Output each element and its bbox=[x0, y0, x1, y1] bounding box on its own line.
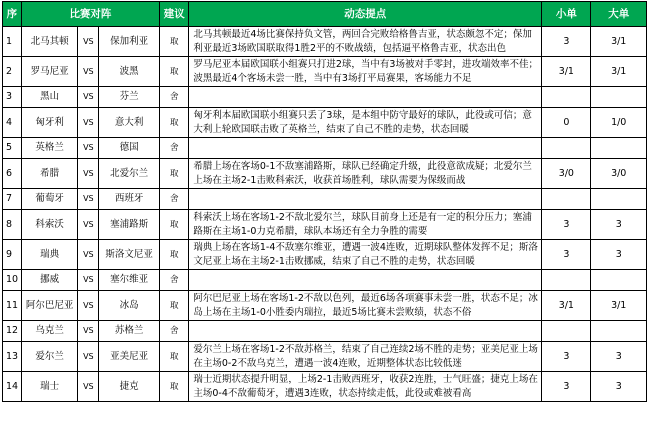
vs-label: VS bbox=[78, 240, 99, 270]
header-tip: 建议 bbox=[160, 2, 189, 27]
row-index: 14 bbox=[3, 372, 22, 402]
home-team: 爱尔兰 bbox=[21, 342, 78, 372]
home-team: 科索沃 bbox=[21, 210, 78, 240]
tip-value: 取 bbox=[169, 219, 179, 230]
tip-cell bbox=[160, 240, 189, 270]
vs-label: VS bbox=[78, 57, 99, 87]
analysis-cell bbox=[189, 240, 542, 270]
table-row bbox=[3, 240, 647, 270]
away-team: 芬兰 bbox=[99, 87, 160, 108]
vs-label: VS bbox=[78, 189, 99, 210]
small-odds: 0 bbox=[542, 108, 591, 138]
analysis-cell bbox=[189, 138, 542, 159]
tip-value: 取 bbox=[169, 351, 179, 362]
analysis-text: 爱尔兰上场在客场1-2不敌苏格兰，结束了自己连续2场不胜的走势；亚美尼亚上场在主场0-2不敌乌克兰，遭遇一波4连败，近期整体状态比较低迷 bbox=[193, 343, 538, 369]
row-index: 13 bbox=[3, 342, 22, 372]
header-match: 比赛对阵 bbox=[21, 2, 159, 27]
home-team: 挪威 bbox=[21, 270, 78, 291]
tip-cell bbox=[160, 27, 189, 57]
analysis-text: 阿尔巴尼亚上场在客场1-2不敌以色列，最近6场各项赛事未尝一胜，状态不足；冰岛上场在主场1-0小胜委内瑞拉，最近5场比赛未尝败绩，状态不俗 bbox=[193, 292, 538, 318]
analysis-cell bbox=[189, 27, 542, 57]
analysis-cell bbox=[189, 270, 542, 291]
analysis-text: 匈牙利本届欧国联小组赛只丢了3球，是本组中防守最好的球队，此役或可信；意大利上轮欧国联击败了英格兰，结束了自己不胜的走势，状态回暖 bbox=[193, 109, 532, 135]
tip-value: 舍 bbox=[169, 326, 179, 336]
header-row bbox=[3, 2, 647, 27]
table-row bbox=[3, 138, 647, 159]
tip-cell bbox=[160, 138, 189, 159]
tip-cell bbox=[160, 321, 189, 342]
match-table bbox=[2, 1, 647, 402]
analysis-text: 瑞典上场在客场1-4不敌塞尔维亚，遭遇一波4连败，近期球队整体发挥不足；斯洛文尼亚上场在主场2-1击败挪威，结束了自己不胜的走势，状态回暖 bbox=[193, 241, 538, 267]
away-team: 斯洛文尼亚 bbox=[99, 240, 160, 270]
big-odds: 1/0 bbox=[591, 108, 647, 138]
home-team: 黑山 bbox=[21, 87, 78, 108]
header-analysis: 动态提点 bbox=[189, 2, 542, 27]
tip-cell bbox=[160, 108, 189, 138]
vs-label: VS bbox=[78, 108, 99, 138]
home-team: 罗马尼亚 bbox=[21, 57, 78, 87]
home-team: 葡萄牙 bbox=[21, 189, 78, 210]
big-odds: 3 bbox=[591, 210, 647, 240]
tip-cell bbox=[160, 270, 189, 291]
header-index: 序 bbox=[3, 2, 22, 27]
tip-cell bbox=[160, 291, 189, 321]
table-row bbox=[3, 27, 647, 57]
away-team: 意大利 bbox=[99, 108, 160, 138]
tip-cell bbox=[160, 57, 189, 87]
table-row bbox=[3, 87, 647, 108]
away-team: 波黑 bbox=[99, 57, 160, 87]
table-row bbox=[3, 372, 647, 402]
home-team: 英格兰 bbox=[21, 138, 78, 159]
tip-value: 取 bbox=[169, 249, 179, 260]
away-team: 亚美尼亚 bbox=[99, 342, 160, 372]
big-odds bbox=[591, 270, 647, 291]
analysis-cell bbox=[189, 291, 542, 321]
table-row bbox=[3, 270, 647, 291]
row-index: 6 bbox=[3, 159, 22, 189]
small-odds bbox=[542, 270, 591, 291]
table-row bbox=[3, 108, 647, 138]
analysis-cell bbox=[189, 372, 542, 402]
tip-cell bbox=[160, 189, 189, 210]
analysis-text: 罗马尼亚本届欧国联小组赛只打进2球，当中有3场被对手零封，进攻端效率不佳；波黑最近4个客场未尝一胜，当中有3场打平局赛果，客场能力不足 bbox=[193, 58, 538, 84]
small-odds: 3 bbox=[542, 240, 591, 270]
home-team: 阿尔巴尼亚 bbox=[21, 291, 78, 321]
row-index: 5 bbox=[3, 138, 22, 159]
tip-cell bbox=[160, 87, 189, 108]
row-index: 4 bbox=[3, 108, 22, 138]
analysis-cell bbox=[189, 57, 542, 87]
header-small: 小单 bbox=[542, 2, 591, 27]
row-index: 7 bbox=[3, 189, 22, 210]
tip-cell bbox=[160, 210, 189, 240]
small-odds: 3/0 bbox=[542, 159, 591, 189]
small-odds bbox=[542, 189, 591, 210]
small-odds: 3/1 bbox=[542, 291, 591, 321]
big-odds bbox=[591, 138, 647, 159]
table-row bbox=[3, 57, 647, 87]
analysis-text: 希腊上场在客场0-1不敌塞浦路斯，球队已经确定升级，此役意欲成疑；北爱尔兰上场在主场2-1击败科索沃，收获首场胜利，球队需要为保级而战 bbox=[193, 160, 532, 186]
row-index: 12 bbox=[3, 321, 22, 342]
tip-value: 舍 bbox=[169, 275, 179, 285]
tip-cell bbox=[160, 342, 189, 372]
table-row bbox=[3, 189, 647, 210]
big-odds bbox=[591, 321, 647, 342]
vs-label: VS bbox=[78, 291, 99, 321]
home-team: 乌克兰 bbox=[21, 321, 78, 342]
analysis-text: 科索沃上场在客场1-2不敌北爱尔兰，球队目前身上还是有一定的积分压力；塞浦路斯在主场1-0力克希腊，球队本场还有全力争胜的需要 bbox=[193, 211, 532, 237]
big-odds: 3 bbox=[591, 372, 647, 402]
vs-label: VS bbox=[78, 27, 99, 57]
tip-cell bbox=[160, 159, 189, 189]
big-odds: 3/1 bbox=[591, 291, 647, 321]
tip-value: 取 bbox=[169, 300, 179, 311]
analysis-cell bbox=[189, 108, 542, 138]
home-team: 希腊 bbox=[21, 159, 78, 189]
small-odds bbox=[542, 138, 591, 159]
tip-value: 取 bbox=[169, 36, 179, 47]
vs-label: VS bbox=[78, 372, 99, 402]
table-row bbox=[3, 342, 647, 372]
small-odds: 3 bbox=[542, 27, 591, 57]
big-odds bbox=[591, 189, 647, 210]
analysis-cell bbox=[189, 342, 542, 372]
vs-label: VS bbox=[78, 138, 99, 159]
home-team: 北马其顿 bbox=[21, 27, 78, 57]
row-index: 1 bbox=[3, 27, 22, 57]
analysis-text: 北马其顿最近4场比赛保持负文管，两回合完败给格鲁吉亚，状态颇忽不定；保加利亚最近3场欧国联取得1胜2平的不败战绩，包括逼平格鲁吉亚，状态出色 bbox=[193, 28, 532, 54]
big-odds bbox=[591, 87, 647, 108]
header-big: 大单 bbox=[591, 2, 647, 27]
small-odds bbox=[542, 321, 591, 342]
tip-value: 取 bbox=[169, 117, 179, 128]
away-team: 德国 bbox=[99, 138, 160, 159]
away-team: 塞浦路斯 bbox=[99, 210, 160, 240]
away-team: 北爱尔兰 bbox=[99, 159, 160, 189]
away-team: 保加利亚 bbox=[99, 27, 160, 57]
away-team: 塞尔维亚 bbox=[99, 270, 160, 291]
big-odds: 3/1 bbox=[591, 57, 647, 87]
small-odds: 3 bbox=[542, 210, 591, 240]
big-odds: 3 bbox=[591, 342, 647, 372]
analysis-cell bbox=[189, 159, 542, 189]
small-odds bbox=[542, 87, 591, 108]
vs-label: VS bbox=[78, 87, 99, 108]
analysis-cell bbox=[189, 87, 542, 108]
table-row bbox=[3, 291, 647, 321]
home-team: 瑞典 bbox=[21, 240, 78, 270]
away-team: 捷克 bbox=[99, 372, 160, 402]
big-odds: 3 bbox=[591, 240, 647, 270]
small-odds: 3 bbox=[542, 342, 591, 372]
row-index: 3 bbox=[3, 87, 22, 108]
tip-value: 取 bbox=[169, 66, 179, 77]
tip-value: 舍 bbox=[169, 92, 179, 102]
home-team: 瑞士 bbox=[21, 372, 78, 402]
away-team: 西班牙 bbox=[99, 189, 160, 210]
away-team: 冰岛 bbox=[99, 291, 160, 321]
row-index: 8 bbox=[3, 210, 22, 240]
table-row bbox=[3, 321, 647, 342]
table-row bbox=[3, 210, 647, 240]
big-odds: 3/0 bbox=[591, 159, 647, 189]
vs-label: VS bbox=[78, 270, 99, 291]
big-odds: 3/1 bbox=[591, 27, 647, 57]
analysis-cell bbox=[189, 210, 542, 240]
home-team: 匈牙利 bbox=[21, 108, 78, 138]
row-index: 2 bbox=[3, 57, 22, 87]
row-index: 11 bbox=[3, 291, 22, 321]
row-index: 9 bbox=[3, 240, 22, 270]
analysis-cell bbox=[189, 321, 542, 342]
row-index: 10 bbox=[3, 270, 22, 291]
table-row bbox=[3, 159, 647, 189]
away-team: 苏格兰 bbox=[99, 321, 160, 342]
analysis-cell bbox=[189, 189, 542, 210]
tip-value: 取 bbox=[169, 381, 179, 392]
small-odds: 3 bbox=[542, 372, 591, 402]
vs-label: VS bbox=[78, 342, 99, 372]
tip-value: 舍 bbox=[169, 194, 179, 204]
vs-label: VS bbox=[78, 159, 99, 189]
tip-value: 取 bbox=[169, 168, 179, 179]
vs-label: VS bbox=[78, 321, 99, 342]
tip-value: 舍 bbox=[169, 143, 179, 153]
vs-label: VS bbox=[78, 210, 99, 240]
small-odds: 3/1 bbox=[542, 57, 591, 87]
analysis-text: 瑞士近期状态提升明显，上场2-1击败西班牙，收获2连胜，士气旺盛；捷克上场在主场0-4不敌葡萄牙，遭遇3连败，状态持续走低，此役或难被看高 bbox=[193, 373, 538, 399]
tip-cell bbox=[160, 372, 189, 402]
